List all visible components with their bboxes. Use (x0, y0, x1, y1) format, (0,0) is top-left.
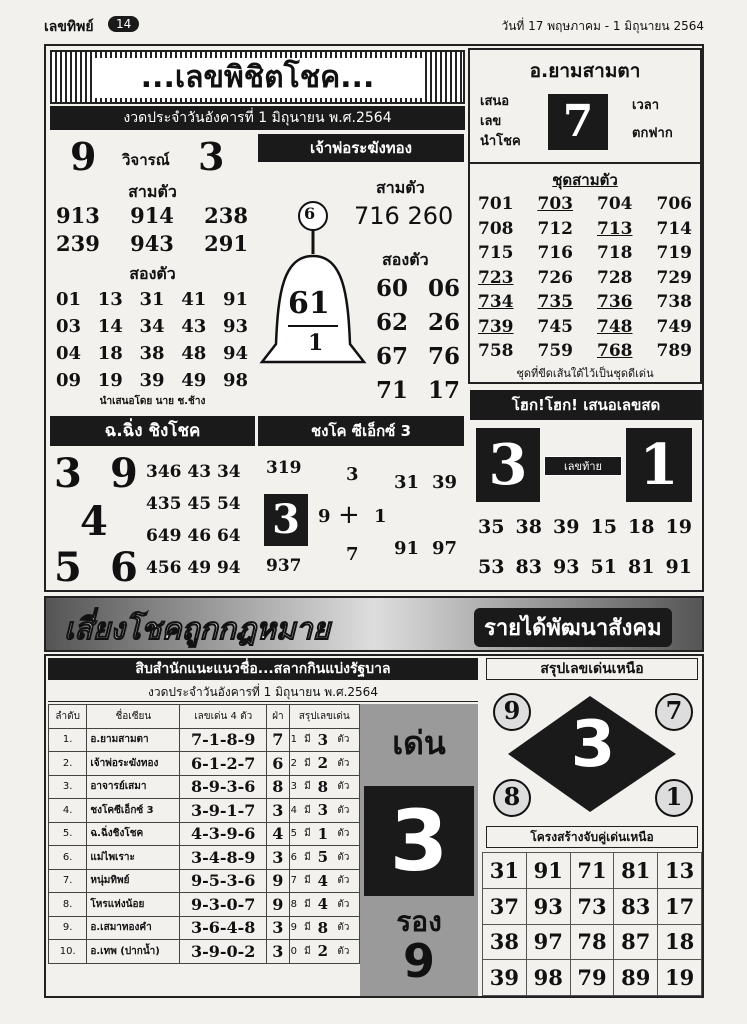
table-row (49, 775, 360, 799)
table-cell: มี (303, 728, 317, 752)
table-row (49, 752, 360, 776)
table-cell: 2 (317, 752, 337, 776)
table-cell: แม่ไพเราะ (87, 846, 180, 870)
table-cell: 4 (267, 822, 289, 846)
s5-big-digit: 3 (264, 494, 308, 546)
table-cell: 6 (289, 846, 303, 870)
section-chongko (258, 448, 464, 588)
table-cell: 1 (317, 822, 337, 846)
set-row (478, 290, 692, 315)
table-cell: มี (303, 752, 317, 776)
circle-digit: 9 (503, 696, 521, 725)
table-cell: มี (303, 799, 317, 823)
s3-title: อ.ยามสามตา (529, 60, 641, 82)
bell-bottom: 1 (308, 330, 324, 356)
grid-cell: 19 (658, 960, 702, 996)
main-digit-left: 9 (70, 134, 97, 179)
set-number: 739 (478, 316, 514, 337)
grid-cell: 81 (614, 853, 658, 889)
grid-row (483, 853, 702, 889)
set-row (478, 241, 692, 266)
set-row (478, 192, 692, 217)
table-cell: 9 (267, 893, 289, 917)
header-cell: สรุปเลขเด่น (289, 705, 359, 729)
table-cell: ตัว (336, 893, 359, 917)
s5-num: 31 (394, 472, 420, 493)
table-cell: 2. (49, 752, 87, 776)
table-row (49, 869, 360, 893)
header-cell: ฝ่า (267, 705, 289, 729)
s2-two-label: สองตัว (382, 250, 429, 269)
set-number: 759 (537, 341, 573, 361)
table-cell: 3 (267, 799, 289, 823)
plus-icon: + (338, 500, 360, 530)
set-number: 728 (597, 267, 633, 288)
grid-row (483, 960, 702, 996)
table-cell: ฉ.ฉิ่งชิงโชค (87, 822, 180, 846)
s3-note: ชุดที่ขีดเส้นใต้ไว้เป็นชุดดีเด่น (516, 367, 654, 380)
header-cell: ลำดับ (49, 705, 87, 729)
set-number: 708 (478, 218, 514, 239)
set-number: 736 (597, 292, 633, 312)
rong-label: รอง (396, 905, 442, 938)
table-cell: อาจารย์เสมา (87, 775, 180, 799)
s6-row1: 35 38 39 15 18 19 (478, 516, 692, 538)
title-box (50, 50, 465, 104)
table-cell: 4. (49, 799, 87, 823)
table-cell: 9 (289, 916, 303, 940)
table-cell: 6. (49, 846, 87, 870)
table-cell: 3 (289, 775, 303, 799)
s6-right-digit: 1 (626, 428, 692, 502)
set-number: 712 (537, 218, 573, 239)
table-cell: 3-9-1-7 (180, 799, 267, 823)
main-digit-right: 3 (198, 134, 225, 179)
set-row (478, 217, 692, 242)
grid-cell: 87 (614, 924, 658, 960)
s2-three: 716 260 (354, 202, 454, 230)
summary-title: สรุปเลขเด่นเหนือ (486, 658, 698, 680)
set-number: 789 (656, 341, 692, 361)
table-cell: ตัว (336, 869, 359, 893)
table-cell: เจ้าพ่อระฆังทอง (87, 752, 180, 776)
grid-cell: 18 (658, 924, 702, 960)
set-row (478, 266, 692, 291)
s3-big-digit: 7 (548, 94, 608, 150)
set-number: 703 (537, 194, 573, 214)
grid-cell: 91 (526, 853, 570, 889)
table-cell: 8-9-3-6 (180, 775, 267, 799)
table-cell: 8. (49, 893, 87, 917)
table-cell: 0 (289, 940, 303, 964)
grid-cell: 89 (614, 960, 658, 996)
set-number: 734 (478, 292, 514, 312)
table-title: สิบสำนักแนะแนวชื่อ...สลากกินแบ่งรัฐบาล (48, 658, 478, 680)
table-cell: 10. (49, 940, 87, 964)
grid-cell: 37 (483, 888, 527, 924)
table-cell: 3 (317, 799, 337, 823)
bell-top: 61 (288, 286, 330, 321)
table-cell: มี (303, 916, 317, 940)
table-cell: อ.เทพ (ปากน้ำ) (87, 940, 180, 964)
s6-title: โฮก!โฮก! เสนอเลขสด (470, 390, 702, 420)
table-cell: 6 (267, 752, 289, 776)
table-cell: มี (303, 822, 317, 846)
header-cell: เลขเด่น 4 ตัว (180, 705, 267, 729)
s5-right: 1 (374, 506, 387, 527)
s5-bottom: 7 (346, 544, 359, 565)
dern-value: 3 (364, 786, 474, 896)
s5-bottom-left: 937 (266, 556, 302, 576)
table-cell: ตัว (336, 822, 359, 846)
table-cell: 7. (49, 869, 87, 893)
circle-digit: 8 (503, 782, 521, 811)
table-row (49, 822, 360, 846)
grid-cell: 79 (570, 960, 614, 996)
s4-digit: 6 (110, 544, 138, 591)
s5-title: ชงโค ซีเอ็กซ์ 3 (258, 416, 464, 446)
summary-big: 3 (570, 708, 616, 782)
table-draw: งวดประจำวันอังคารที่ 1 มิถุนายน พ.ศ.2564 (48, 682, 478, 702)
grid-cell: 78 (570, 924, 614, 960)
table-cell: 3 (267, 940, 289, 964)
section-yamsamta (468, 48, 702, 384)
rong-value: 9 (402, 934, 435, 988)
table-cell: อ.เสมาทองคำ (87, 916, 180, 940)
table-cell: 7-1-8-9 (180, 728, 267, 752)
set-number: 718 (597, 243, 633, 263)
grid-cell: 98 (526, 960, 570, 996)
s3-left-text: เสนอ เลข นำโชค (480, 94, 521, 149)
pendant-digit: 6 (304, 204, 316, 223)
header-cell: ชื่อเซียน (87, 705, 180, 729)
table-cell: 8 (267, 775, 289, 799)
page-number: 14 (108, 16, 139, 32)
summary-sub: โครงสร้างจับคู่เด่นเหนือ (486, 826, 698, 848)
grid-cell: 13 (658, 853, 702, 889)
table-row (49, 893, 360, 917)
credit: นำเสนอโดย นาย ช.ช้าง (99, 396, 206, 407)
section-vijarn (50, 132, 255, 412)
table-cell: 4 (289, 799, 303, 823)
set-number: 749 (656, 316, 692, 337)
grid-cell: 83 (614, 888, 658, 924)
table-cell: ตัว (336, 916, 359, 940)
set-number: 745 (537, 316, 573, 337)
table-cell: 4 (317, 869, 337, 893)
set-number: 768 (597, 341, 633, 361)
table-cell: 9. (49, 916, 87, 940)
table-cell: มี (303, 940, 317, 964)
s5-num: 91 (394, 538, 420, 559)
s6-left-digit: 3 (476, 428, 540, 502)
table-row (49, 846, 360, 870)
s4-digit: 4 (80, 498, 108, 545)
table-cell: 3-6-4-8 (180, 916, 267, 940)
grid-cell: 73 (570, 888, 614, 924)
table-cell: 3-9-0-2 (180, 940, 267, 964)
set-number: 726 (537, 267, 573, 288)
set-number: 706 (656, 194, 692, 214)
brand: เลขทิพย์ (44, 19, 94, 35)
set-number: 713 (597, 218, 633, 239)
table-cell: 8 (317, 916, 337, 940)
s4-digit: 5 (54, 544, 82, 591)
s4-digit: 9 (110, 450, 138, 497)
set-number: 704 (597, 194, 633, 214)
table-cell: อ.ยามสามตา (87, 728, 180, 752)
table-row (49, 799, 360, 823)
set-number: 735 (537, 292, 573, 312)
table-cell: ตัว (336, 799, 359, 823)
table-cell: ตัว (336, 752, 359, 776)
s4-digit: 3 (54, 450, 82, 497)
table-cell: 6-1-2-7 (180, 752, 267, 776)
table-cell: 5. (49, 822, 87, 846)
tip-table (48, 704, 360, 964)
circle-digit: 1 (665, 782, 683, 811)
table-cell: 7 (289, 869, 303, 893)
table-cell: มี (303, 846, 317, 870)
grid-cell: 39 (483, 960, 527, 996)
set-number: 714 (656, 218, 692, 239)
table-cell: 3 (317, 728, 337, 752)
s5-top: 3 (346, 464, 359, 485)
table-header (49, 705, 360, 729)
banner-left: เสี่ยงโชคถูกกฎหมาย (64, 612, 330, 647)
set-number: 719 (656, 243, 692, 263)
section-ching (50, 448, 255, 591)
section-bell (258, 164, 464, 414)
s2-three-label: สามตัว (376, 178, 425, 197)
table-cell: 1. (49, 728, 87, 752)
circle-digit: 7 (665, 696, 683, 725)
s5-left: 9 (318, 506, 331, 527)
three-list: 913 914 238 239 943 291 (56, 203, 248, 256)
banner (44, 596, 704, 652)
table-cell: 3-4-8-9 (180, 846, 267, 870)
section-hok (470, 422, 702, 590)
s5-top-left: 319 (266, 458, 302, 478)
s3-set-label: ชุดสามตัว (552, 171, 618, 189)
set-row (478, 315, 692, 340)
page-title: ...เลขพิชิตโชค... (92, 58, 423, 98)
grid-cell: 97 (526, 924, 570, 960)
set-number: 716 (537, 243, 573, 263)
pair-grid (482, 852, 702, 996)
table-cell: หนุ่มทิพย์ (87, 869, 180, 893)
table-cell: มี (303, 775, 317, 799)
s5-num: 97 (432, 538, 458, 559)
three-label: สามตัว (128, 182, 177, 201)
table-cell: ตัว (336, 846, 359, 870)
grid-cell: 38 (483, 924, 527, 960)
grid-row (483, 888, 702, 924)
table-cell: มี (303, 893, 317, 917)
set-number: 701 (478, 194, 514, 214)
table-row (49, 940, 360, 964)
table-cell: 3 (267, 846, 289, 870)
table-cell: 4 (317, 893, 337, 917)
table-cell: 5 (317, 846, 337, 870)
table-cell: โหรแห่งน้อย (87, 893, 180, 917)
set-number: 748 (597, 316, 633, 337)
vijarn-label: วิจารณ์ (122, 151, 170, 169)
table-cell: ตัว (336, 940, 359, 964)
s6-row2: 53 83 93 51 81 91 (478, 556, 692, 578)
grid-cell: 17 (658, 888, 702, 924)
set-number: 723 (478, 267, 514, 288)
table-cell: 3 (267, 916, 289, 940)
draw-date: งวดประจำวันอังคารที่ 1 มิถุนายน พ.ศ.2564 (50, 106, 465, 130)
grid-cell: 71 (570, 853, 614, 889)
s4-sets: 346 43 34 435 45 54 649 46 64 456 49 94 (146, 462, 241, 578)
table-cell: 4-3-9-6 (180, 822, 267, 846)
set-row (478, 339, 692, 364)
dern-label: เด่น (392, 724, 446, 762)
s3-set-list (478, 192, 692, 364)
grid-cell: 93 (526, 888, 570, 924)
table-cell: 3. (49, 775, 87, 799)
grid-row (483, 924, 702, 960)
set-number: 729 (656, 267, 692, 288)
table-row (49, 916, 360, 940)
set-number: 758 (478, 341, 514, 361)
grid-cell: 31 (483, 853, 527, 889)
s3-right-text: เวลา ตกฟาก (632, 98, 673, 141)
table-cell: 9-5-3-6 (180, 869, 267, 893)
table-row (49, 728, 360, 752)
table-cell: 2 (317, 940, 337, 964)
table-cell: 9 (267, 869, 289, 893)
s4-title: ฉ.ฉิ่ง ชิงโชค (50, 416, 255, 446)
table-cell: 8 (289, 893, 303, 917)
table-cell: ตัว (336, 728, 359, 752)
two-list: 01 13 31 41 91 03 14 34 43 93 04 18 38 48 94 09 19 39 49 98 (56, 289, 248, 391)
table-cell: 8 (317, 775, 337, 799)
two-label: สองตัว (129, 264, 176, 283)
issue-date: วันที่ 17 พฤษภาคม - 1 มิถุนายน 2564 (501, 19, 704, 33)
table-cell: 1 (289, 728, 303, 752)
page-header (44, 14, 704, 36)
table-cell: 9-3-0-7 (180, 893, 267, 917)
set-number: 738 (656, 292, 692, 312)
dern-column (360, 704, 478, 996)
table-cell: 5 (289, 822, 303, 846)
s2-title: เจ้าพ่อระฆังทอง (258, 134, 464, 162)
s2-two-list: 60 06 62 26 67 76 71 17 (376, 275, 460, 404)
table-cell: 7 (267, 728, 289, 752)
s5-num: 39 (432, 472, 458, 493)
banner-right: รายได้พัฒนาสังคม (474, 608, 672, 647)
s6-mid-label: เลขท้าย (544, 456, 622, 476)
set-number: 715 (478, 243, 514, 263)
table-cell: ตัว (336, 775, 359, 799)
table-cell: 2 (289, 752, 303, 776)
table-cell: มี (303, 869, 317, 893)
table-cell: ชงโคซีเอ็กซ์ 3 (87, 799, 180, 823)
